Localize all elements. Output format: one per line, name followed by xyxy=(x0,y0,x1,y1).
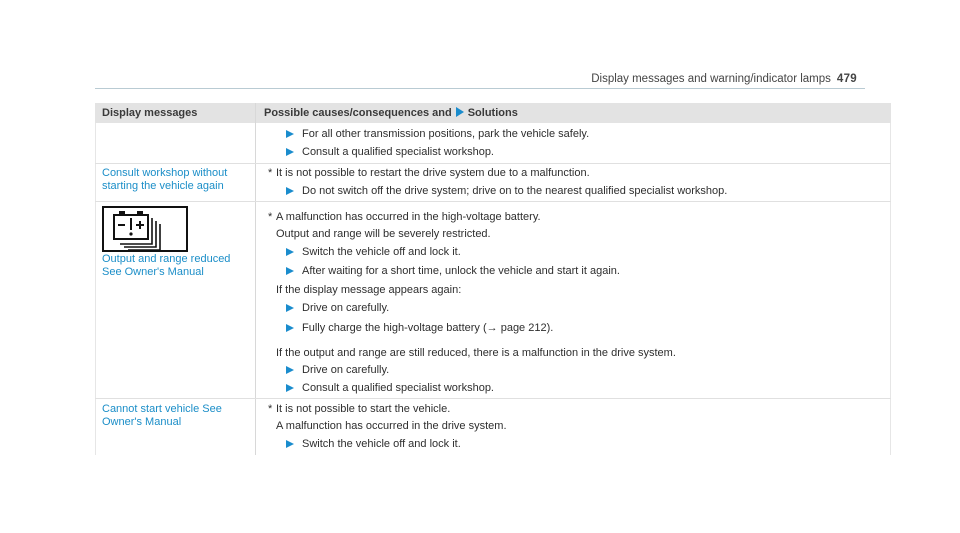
solution-arrow-icon xyxy=(286,187,294,195)
display-message-line: Owner's Manual xyxy=(102,416,182,428)
solution-step: Drive on carefully. xyxy=(302,364,390,376)
solution-step: Switch the vehicle off and lock it. xyxy=(302,438,461,450)
table-right-border xyxy=(890,123,891,455)
solution-step: For all other transmission positions, park the vehicle safely. xyxy=(302,128,590,140)
cause-marker: * xyxy=(268,211,273,223)
solution-step: After waiting for a short time, unlock the vehicle and start it again. xyxy=(302,265,620,277)
solution-arrow-icon xyxy=(286,248,294,256)
cause-text: A malfunction has occurred in the drive system. xyxy=(276,420,507,432)
solution-step: Fully charge the high-voltage battery (→ page 212). xyxy=(302,322,554,334)
column-header-causes-solutions xyxy=(264,107,518,119)
header-divider xyxy=(95,88,865,89)
cause-text: Output and range will be severely restricted. xyxy=(276,228,491,240)
solution-arrow-icon xyxy=(286,304,294,312)
solution-arrow-icon xyxy=(286,267,294,275)
solution-arrow-icon xyxy=(286,384,294,392)
page-number: 479 xyxy=(836,73,857,85)
table-left-border xyxy=(95,123,96,455)
solution-step: Do not switch off the drive system; drive on to the nearest qualified specialist workshop. xyxy=(302,185,728,197)
cause-marker: * xyxy=(268,167,273,179)
solution-step: Consult a qualified specialist workshop. xyxy=(302,146,494,158)
cause-marker: * xyxy=(268,403,273,415)
row-divider xyxy=(95,201,891,202)
display-message-line: Consult workshop without xyxy=(102,167,228,179)
solution-arrow-icon xyxy=(286,324,294,332)
running-header xyxy=(591,73,857,85)
solution-arrow-icon xyxy=(286,366,294,374)
column-header-solutions: Solutions xyxy=(467,107,518,119)
cause-text: It is not possible to restart the drive system due to a malfunction. xyxy=(276,167,590,179)
solution-arrow-icon xyxy=(286,148,294,156)
display-message xyxy=(102,253,230,279)
solution-arrow-icon xyxy=(456,107,464,117)
solution-step: Switch the vehicle off and lock it. xyxy=(302,246,461,258)
paragraph-text: If the display message appears again: xyxy=(276,284,462,296)
paragraph-text: If the output and range are still reduced, there is a malfunction in the drive system. xyxy=(276,347,676,359)
display-message xyxy=(102,403,222,429)
column-divider xyxy=(255,103,256,455)
solution-step: Drive on carefully. xyxy=(302,302,390,314)
column-header-display-messages: Display messages xyxy=(102,107,198,119)
display-message-line: Output and range reduced xyxy=(102,253,231,265)
display-message-line: See Owner's Manual xyxy=(102,266,204,278)
display-messages-table xyxy=(95,103,891,455)
display-message-line: Cannot start vehicle See xyxy=(102,403,222,415)
solution-arrow-icon xyxy=(286,440,294,448)
row-divider xyxy=(95,163,891,164)
header-title: Display messages and warning/indicator lamps xyxy=(591,73,831,85)
column-header-causes: Possible causes/consequences and xyxy=(264,107,452,119)
cause-text: It is not possible to start the vehicle. xyxy=(276,403,451,415)
cause-text: A malfunction has occurred in the high-voltage battery. xyxy=(276,211,541,223)
display-message-line: starting the vehicle again xyxy=(102,180,224,192)
solution-step: Consult a qualified specialist workshop. xyxy=(302,382,494,394)
table-header xyxy=(95,103,891,123)
display-message xyxy=(102,167,227,193)
high-voltage-battery-icon xyxy=(102,206,188,252)
solution-arrow-icon xyxy=(286,130,294,138)
row-divider xyxy=(95,398,891,399)
